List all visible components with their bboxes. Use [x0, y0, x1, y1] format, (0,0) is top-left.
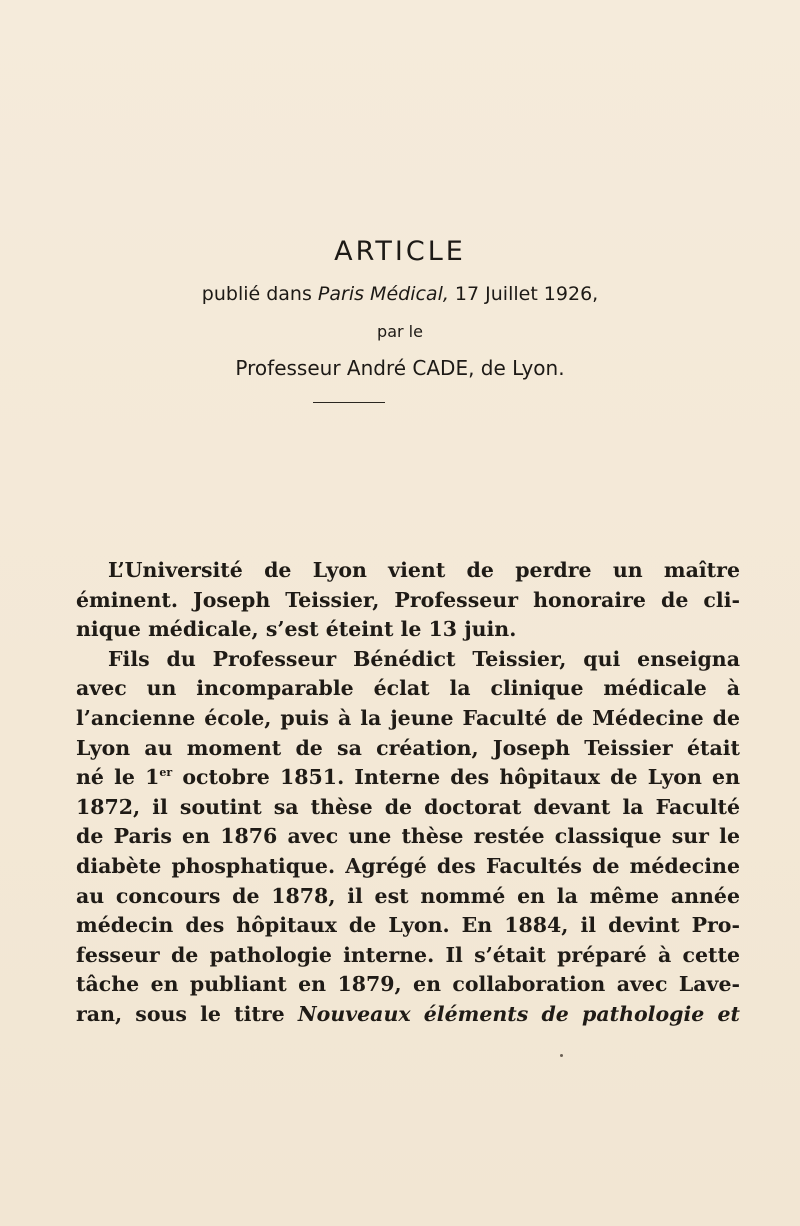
body-line: tâche en publiant en 1879, en collaboration avec Lave- — [76, 972, 740, 997]
body-line: 1872, il soutint sa thèse de doctorat devant la Faculté — [76, 794, 740, 819]
body-line: éminent. Joseph Teissier, Professeur honoraire de cli- — [76, 587, 740, 612]
journal-name: Paris Médical, — [317, 283, 449, 305]
body-line: L’Université de Lyon vient de perdre un maître — [108, 558, 740, 582]
body-line: au concours de 1878, il est nommé en la même année — [76, 883, 740, 908]
body-line — [76, 763, 740, 793]
body-line: de Paris en 1876 avec une thèse restée classique sur le — [76, 824, 740, 849]
byline-par: par le — [377, 322, 423, 341]
ordinal-superscript: er — [159, 766, 173, 780]
body-line: médecin des hôpitaux de Lyon. En 1884, il devint Pro- — [76, 913, 740, 938]
body-fragment: octobre 1851. Interne des hôpitaux de Lyon en — [172, 765, 740, 790]
article-body — [76, 556, 740, 1030]
body-fragment: ran, sous le titre — [76, 1001, 298, 1026]
body-line: diabète phosphatique. Agrégé des Facultés de médecine — [76, 853, 740, 878]
book-title: Nouveaux éléments de pathologie et — [297, 1001, 740, 1026]
separator-rule — [313, 402, 385, 403]
body-line — [76, 1000, 740, 1030]
body-fragment: né le 1 — [76, 765, 160, 790]
body-line: Fils du Professeur Bénédict Teissier, qui enseigna — [108, 646, 740, 671]
body-line: l’ancienne école, puis à la jeune Faculté de Médecine de — [76, 705, 740, 730]
publication-line — [0, 283, 800, 305]
body-line: avec un incomparable éclat la clinique médicale à — [76, 676, 740, 701]
body-line: Lyon au moment de sa création, Joseph Teissier était — [76, 735, 740, 760]
article-title: ARTICLE — [334, 236, 466, 267]
byline-author: Professeur André CADE, de Lyon. — [235, 356, 565, 380]
publication-date: 17 Juillet 1926, — [448, 283, 599, 305]
paper-speck — [560, 1054, 563, 1057]
body-line: nique médicale, s’est éteint le 13 juin. — [76, 617, 517, 642]
publication-prefix: publié dans — [201, 283, 318, 305]
body-line: fesseur de pathologie interne. Il s’était préparé à cette — [76, 942, 740, 967]
